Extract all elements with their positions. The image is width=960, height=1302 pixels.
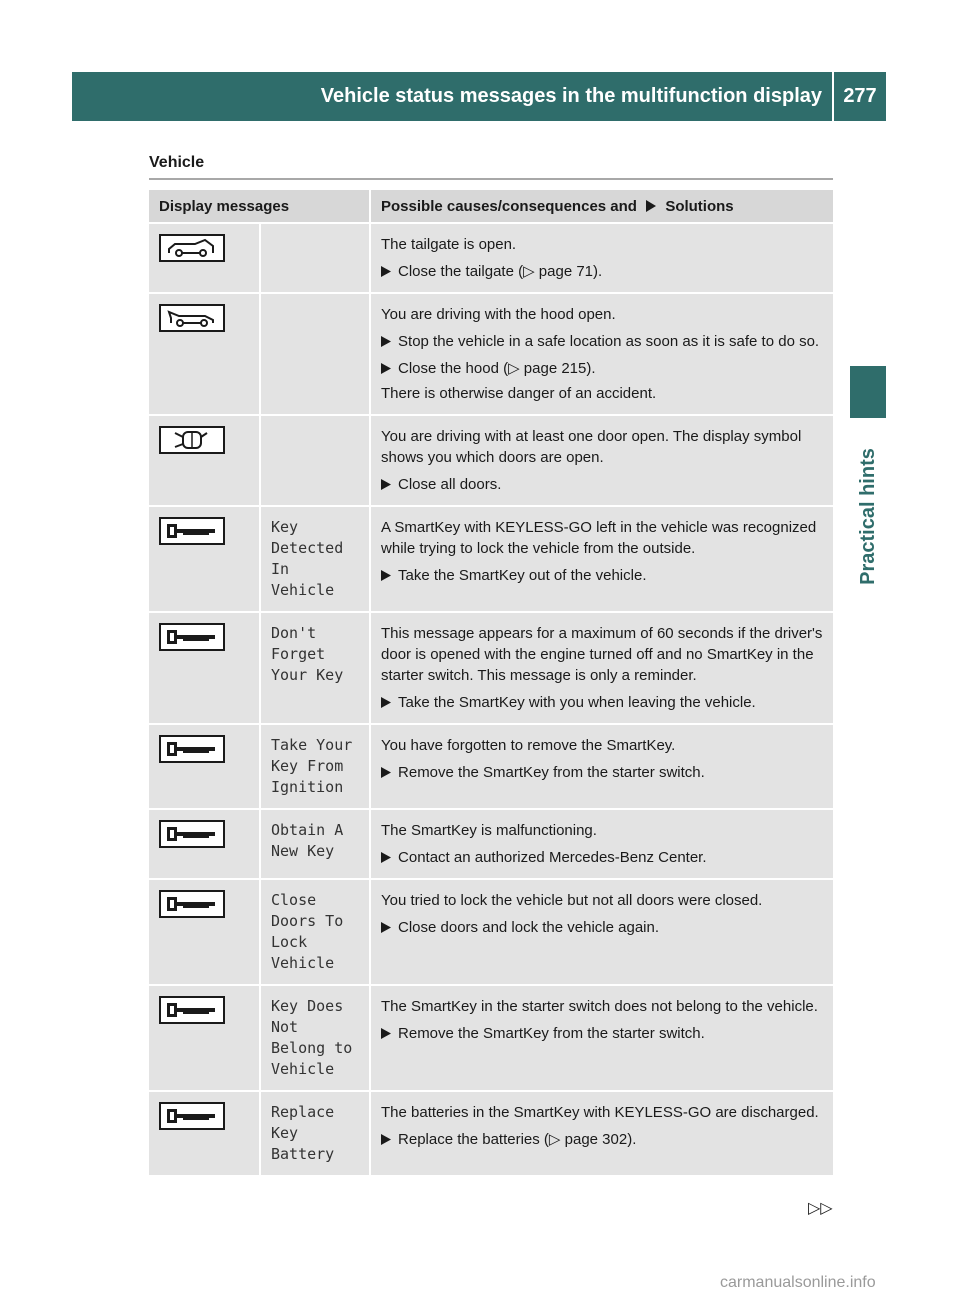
solution-cell bbox=[369, 507, 833, 611]
table-row bbox=[149, 507, 833, 611]
display-message-cell bbox=[259, 507, 369, 611]
solution-step bbox=[381, 358, 825, 379]
icon-cell bbox=[149, 810, 259, 878]
cause-text: The tailgate is open. bbox=[381, 236, 517, 253]
solution-cell bbox=[369, 810, 833, 878]
cause-text: You have forgotten to remove the SmartKey. bbox=[381, 737, 676, 754]
table-row bbox=[149, 416, 833, 505]
page-header bbox=[72, 72, 886, 121]
solution-step bbox=[381, 261, 825, 282]
table-row bbox=[149, 880, 833, 984]
arrow-icon bbox=[645, 200, 657, 212]
table-row bbox=[149, 1092, 833, 1175]
step-arrow-icon bbox=[381, 1028, 391, 1039]
cause-text: The SmartKey is malfunctioning. bbox=[381, 822, 597, 839]
solution-step-text: Close the tailgate (▷ page 71). bbox=[398, 263, 603, 280]
solution-step-text: Close doors and lock the vehicle again. bbox=[398, 919, 660, 936]
step-arrow-icon bbox=[381, 570, 391, 581]
solution-step-text: Stop the vehicle in a safe location as soon as it is safe to do so. bbox=[398, 333, 820, 350]
icon-cell bbox=[149, 416, 259, 505]
display-message-cell bbox=[259, 416, 369, 505]
solution-cell bbox=[369, 416, 833, 505]
solution-step bbox=[381, 565, 825, 586]
solution-cell bbox=[369, 880, 833, 984]
cause-text: You are driving with the hood open. bbox=[381, 306, 616, 323]
display-message: Obtain A New Key bbox=[271, 821, 344, 860]
display-message-cell bbox=[259, 224, 369, 292]
icon-cell bbox=[149, 725, 259, 808]
step-arrow-icon bbox=[381, 852, 391, 863]
display-message-cell bbox=[259, 725, 369, 808]
table-row bbox=[149, 294, 833, 414]
solution-step-text: Take the SmartKey with you when leaving the vehicle. bbox=[398, 694, 756, 711]
cause-text: You are driving with at least one door open. The display symbol shows you which doors are open. bbox=[381, 428, 802, 466]
smartkey-icon bbox=[159, 1102, 225, 1130]
table-row bbox=[149, 810, 833, 878]
table-row bbox=[149, 986, 833, 1090]
solution-step-text: Replace the batteries (▷ page 302). bbox=[398, 1131, 637, 1148]
solution-step-text: Close all doors. bbox=[398, 476, 502, 493]
page-number: 277 bbox=[843, 85, 877, 107]
smartkey-icon bbox=[159, 517, 225, 545]
display-message-cell bbox=[259, 880, 369, 984]
side-tab-label: Practical hints bbox=[856, 447, 879, 585]
solution-cell bbox=[369, 986, 833, 1090]
display-message-cell bbox=[259, 986, 369, 1090]
icon-cell bbox=[149, 507, 259, 611]
header-causes bbox=[369, 190, 833, 222]
step-arrow-icon bbox=[381, 336, 391, 347]
solution-step bbox=[381, 692, 825, 713]
warning-text: There is otherwise danger of an accident. bbox=[381, 385, 657, 402]
solution-cell bbox=[369, 613, 833, 723]
smartkey-icon bbox=[159, 996, 225, 1024]
solution-cell bbox=[369, 1092, 833, 1175]
step-arrow-icon bbox=[381, 1134, 391, 1145]
step-arrow-icon bbox=[381, 697, 391, 708]
header-causes-text: Possible causes/consequences and bbox=[381, 197, 637, 215]
side-tab-marker bbox=[850, 366, 886, 418]
display-message-cell bbox=[259, 294, 369, 414]
icon-cell bbox=[149, 880, 259, 984]
icon-cell bbox=[149, 613, 259, 723]
hood-open-icon bbox=[159, 304, 225, 332]
icon-cell bbox=[149, 294, 259, 414]
solution-step-text: Remove the SmartKey from the starter switch. bbox=[398, 1025, 705, 1042]
cause-text: The batteries in the SmartKey with KEYLESS-GO are discharged. bbox=[381, 1104, 819, 1121]
display-message: Don't Forget Your Key bbox=[271, 624, 344, 684]
display-message: Take Your Key From Ignition bbox=[271, 736, 353, 796]
solution-step-text: Contact an authorized Mercedes-Benz Center. bbox=[398, 849, 707, 866]
table-row bbox=[149, 224, 833, 292]
solution-step bbox=[381, 331, 825, 352]
display-message-cell bbox=[259, 613, 369, 723]
solution-step bbox=[381, 1129, 825, 1150]
smartkey-icon bbox=[159, 735, 225, 763]
solution-step bbox=[381, 1023, 825, 1044]
solution-step-text: Close the hood (▷ page 215). bbox=[398, 360, 596, 377]
display-message: Close Doors To Lock Vehicle bbox=[271, 891, 344, 972]
side-tab bbox=[850, 426, 886, 606]
solution-step bbox=[381, 474, 825, 495]
solution-cell bbox=[369, 224, 833, 292]
continue-arrows-icon: ▷▷ bbox=[808, 1200, 833, 1217]
step-arrow-icon bbox=[381, 922, 391, 933]
cause-text: You tried to lock the vehicle but not all doors were closed. bbox=[381, 892, 763, 909]
icon-cell bbox=[149, 224, 259, 292]
display-message: Key Detected In Vehicle bbox=[271, 518, 344, 599]
icon-cell bbox=[149, 1092, 259, 1175]
display-message-cell bbox=[259, 810, 369, 878]
header-title: Vehicle status messages in the multifunction display bbox=[320, 85, 822, 107]
step-arrow-icon bbox=[381, 266, 391, 277]
header-display-messages: Display messages bbox=[149, 190, 369, 222]
step-arrow-icon bbox=[381, 479, 391, 490]
cause-text: The SmartKey in the starter switch does not belong to the vehicle. bbox=[381, 998, 818, 1015]
solution-cell bbox=[369, 725, 833, 808]
tailgate-open-icon bbox=[159, 234, 225, 262]
table-row bbox=[149, 725, 833, 808]
step-arrow-icon bbox=[381, 767, 391, 778]
smartkey-icon bbox=[159, 820, 225, 848]
solution-step-text: Take the SmartKey out of the vehicle. bbox=[398, 567, 647, 584]
cause-text: A SmartKey with KEYLESS-GO left in the vehicle was recognized while trying to lock the vehicle from the outside. bbox=[381, 519, 817, 557]
header-solutions-text: Solutions bbox=[665, 197, 734, 215]
door-open-icon bbox=[159, 426, 225, 454]
display-message-cell bbox=[259, 1092, 369, 1175]
section-rule bbox=[149, 178, 833, 180]
solution-step bbox=[381, 847, 825, 868]
step-arrow-icon bbox=[381, 363, 391, 374]
smartkey-icon bbox=[159, 890, 225, 918]
solution-step-text: Remove the SmartKey from the starter switch. bbox=[398, 764, 705, 781]
messages-table bbox=[149, 188, 833, 1177]
icon-cell bbox=[149, 986, 259, 1090]
solution-cell bbox=[369, 294, 833, 414]
table-row bbox=[149, 613, 833, 723]
table-header-row bbox=[149, 190, 833, 222]
solution-step bbox=[381, 762, 825, 783]
section-title: Vehicle bbox=[149, 154, 205, 171]
display-message: Replace Key Battery bbox=[271, 1103, 335, 1163]
solution-step bbox=[381, 917, 825, 938]
cause-text: This message appears for a maximum of 60 seconds if the driver's door is opened with the engine turned off and no SmartKey in the starter switch. This message is only a reminder. bbox=[381, 625, 823, 684]
watermark: carmanualsonline.info bbox=[720, 1274, 876, 1291]
display-message: Key Does Not Belong to Vehicle bbox=[271, 997, 353, 1078]
smartkey-icon bbox=[159, 623, 225, 651]
